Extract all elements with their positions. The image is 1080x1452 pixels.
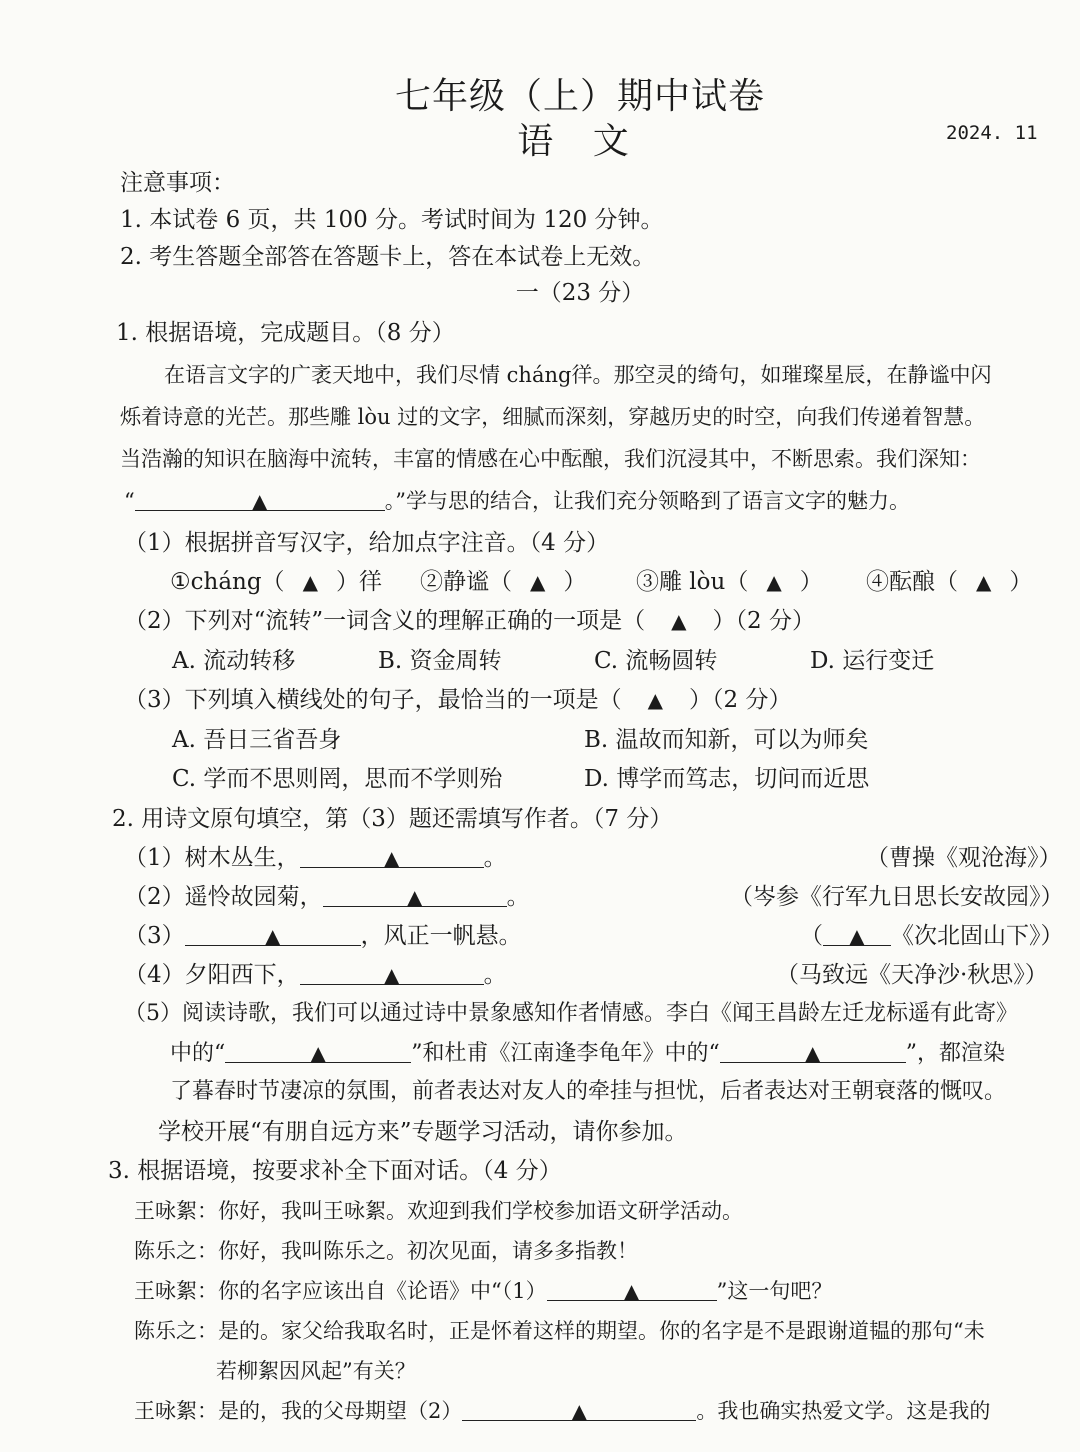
- fill-blank[interactable]: [225, 1038, 411, 1063]
- line-4-text: （4）夕阳西下，: [124, 962, 300, 988]
- dialogue-line-5: 若柳絮因风起”有关？: [216, 1359, 416, 1383]
- item-c-suffix: ）: [799, 569, 823, 595]
- q1-sub3-option-a[interactable]: A. 吾日三省吾身: [172, 727, 342, 753]
- notes-item-2: 2. 考生答题全部答在答题卡上，答在本试卷上无效。: [120, 244, 656, 270]
- line-2-text: （2）遥怜故园菊，: [124, 884, 323, 910]
- q2-line-3-source: [800, 921, 1064, 951]
- q1-sub2-option-d[interactable]: D. 运行变迁: [810, 648, 935, 674]
- line-1-text: （1）树木丛生，: [124, 845, 300, 871]
- q1-sub3-option-d[interactable]: D. 博学而笃志，切问而近思: [584, 766, 870, 792]
- q1-sub1-item-b: [420, 567, 586, 597]
- q1-sub1-item-a: [170, 567, 382, 597]
- q1-sub1-item-c: [636, 567, 823, 597]
- exam-title: 七年级（上）期中试卷: [394, 76, 765, 117]
- sub2-score: ）（2 分）: [712, 608, 815, 634]
- exam-subject: 语 文: [517, 121, 643, 162]
- author-blank[interactable]: [823, 921, 891, 946]
- item-d-suffix: ）: [1009, 569, 1033, 595]
- item-a-suffix: ）徉: [335, 569, 382, 595]
- q1-passage-line-2: 烁着诗意的光芒。那些雕 lòu 过的文字，细腻而深刻，穿越历史的时空，向我们传递着智慧。: [120, 405, 986, 429]
- source-close: 《次北固山下》）: [891, 923, 1064, 949]
- answer-marker-icon: ▲: [406, 885, 423, 909]
- passage-line-4-rest: 。”学与思的结合，让我们充分领略到了语言文字的魅力。: [384, 489, 910, 513]
- dialogue-6-start: 王咏絮：是的，我的父母期望（2）: [134, 1399, 463, 1423]
- q1-sub1-stem: （1）根据拼音写汉字，给加点字注音。（4 分）: [124, 530, 610, 556]
- answer-marker-icon[interactable]: ▲: [302, 570, 318, 594]
- answer-marker-icon[interactable]: ▲: [766, 570, 782, 594]
- dialogue-3-end: ”这一句吧？: [716, 1279, 833, 1303]
- answer-marker-icon: ▲: [805, 1041, 821, 1065]
- dialogue-line-4: 陈乐之：是的。家父给我取名时，正是怀着这样的期望。你的名字是不是跟谢道韫的那句“未: [134, 1319, 985, 1343]
- exam-date: 2024. 11: [946, 122, 1038, 144]
- dialogue-line-2: 陈乐之：你好，我叫陈乐之。初次见面，请多多指教！: [134, 1239, 638, 1263]
- answer-marker-icon: ▲: [849, 924, 865, 948]
- dialogue-6-end: 。我也确实热爱文学。这是我的: [696, 1399, 991, 1423]
- dialogue-line-1: 王咏絮：你好，我叫王咏絮。欢迎到我们学校参加语文研学活动。: [134, 1199, 743, 1223]
- dialogue-blank-2[interactable]: [462, 1396, 696, 1421]
- passage-answer-blank[interactable]: [135, 486, 385, 511]
- line-2-end: 。: [506, 884, 530, 910]
- q1-passage-line-4: [124, 486, 910, 516]
- answer-marker-icon: ▲: [383, 846, 400, 870]
- answer-marker-icon: ▲: [623, 1279, 640, 1303]
- line-5b-mid: ”和杜甫《江南逢李龟年》中的“: [411, 1041, 720, 1066]
- line-5b-end: ”，都渲染: [905, 1041, 1005, 1066]
- item-b-suffix: ）: [563, 569, 587, 595]
- answer-marker-icon[interactable]: ▲: [530, 570, 546, 594]
- q2-line-1-source: （曹操《观沧海》）: [866, 845, 1062, 871]
- q2-stem: 2. 用诗文原句填空，第（3）题还需填写作者。（7 分）: [112, 806, 673, 832]
- line-1-end: 。: [483, 845, 507, 871]
- line-5b-start: 中的“: [170, 1041, 226, 1066]
- q2-line-5: （5）阅读诗歌，我们可以通过诗中景象感知作者情感。李白《闻王昌龄左迁龙标遥有此寄》: [124, 1001, 1019, 1026]
- q1-sub3-option-b[interactable]: B. 温故而知新，可以为师矣: [584, 727, 869, 753]
- q1-sub2-option-a[interactable]: A. 流动转移: [172, 648, 296, 674]
- dialogue-line-3: [134, 1276, 832, 1306]
- item-c-label: ③雕 lòu（: [636, 569, 749, 595]
- q2-line-1: [124, 843, 507, 873]
- line-3-text: ，风正一帆悬。: [360, 923, 522, 949]
- fill-blank[interactable]: [300, 843, 484, 868]
- q1-sub2-option-c[interactable]: C. 流畅圆转: [594, 648, 718, 674]
- activity-intro: 学校开展“有朋自远方来”专题学习活动，请你参加。: [158, 1119, 688, 1145]
- q2-line-2-source: （岑参《行军九日思长安故园》）: [730, 884, 1064, 910]
- q2-line-2: [124, 882, 530, 912]
- q1-sub3-option-c[interactable]: C. 学而不思则罔，思而不学则殆: [172, 766, 503, 792]
- dialogue-3-start: 王咏絮：你的名字应该出自《论语》中“（1）: [134, 1279, 547, 1303]
- answer-marker-icon[interactable]: ▲: [647, 688, 664, 712]
- answer-marker-icon: ▲: [571, 1399, 588, 1423]
- q1-sub1-item-d: [866, 567, 1032, 597]
- item-d-label: ④酝酿（: [866, 569, 958, 595]
- q2-line-4-source: （马致远《天净沙·秋思》）: [776, 962, 1048, 988]
- item-a-label: ①cháng（: [170, 569, 285, 595]
- q2-line-4: [124, 960, 507, 990]
- item-b-label: ②静谧（: [420, 569, 512, 595]
- section-heading: 一（23 分）: [515, 280, 645, 306]
- q1-sub2-stem: [124, 606, 815, 636]
- q2-line-5c: 了暮春时节凄凉的氛围，前者表达对友人的牵挂与担忧，后者表达对王朝衰落的慨叹。: [170, 1079, 1007, 1104]
- q1-sub3-stem: [124, 685, 791, 715]
- line-4-end: 。: [483, 962, 507, 988]
- q2-line-5b: [170, 1038, 1005, 1069]
- answer-marker-icon[interactable]: ▲: [671, 609, 687, 633]
- q1-sub2-option-b[interactable]: B. 资金周转: [378, 648, 502, 674]
- dialogue-blank-1[interactable]: [547, 1276, 717, 1301]
- q1-passage-line-3: 当浩瀚的知识在脑海中流转，丰富的情感在心中酝酿，我们沉浸其中，不断思索。我们深知：: [120, 447, 981, 471]
- fill-blank[interactable]: [720, 1038, 906, 1063]
- answer-marker-icon[interactable]: ▲: [976, 570, 992, 594]
- answer-marker-icon: ▲: [383, 963, 400, 987]
- q3-stem: 3. 根据语境，按要求补全下面对话。（4 分）: [108, 1158, 562, 1184]
- answer-marker-icon: ▲: [310, 1041, 326, 1065]
- notes-item-1: 1. 本试卷 6 页，共 100 分。考试时间为 120 分钟。: [120, 207, 664, 233]
- line-3-num: （3）: [124, 923, 185, 949]
- answer-marker-icon: ▲: [264, 924, 281, 948]
- source-open: （: [800, 923, 823, 949]
- notes-heading: 注意事项：: [120, 170, 235, 196]
- open-quote: “: [124, 489, 135, 513]
- fill-blank[interactable]: [300, 960, 484, 985]
- sub3-text: （3）下列填入横线处的句子，最恰当的一项是（: [124, 687, 622, 713]
- dialogue-line-6: [134, 1396, 990, 1426]
- answer-marker-icon: ▲: [252, 489, 268, 513]
- fill-blank[interactable]: [323, 882, 507, 907]
- sub2-text: （2）下列对“流转”一词含义的理解正确的一项是（: [124, 608, 646, 634]
- q1-stem: 1. 根据语境，完成题目。（8 分）: [116, 320, 455, 346]
- q2-line-3: [124, 921, 522, 951]
- fill-blank[interactable]: [185, 921, 361, 946]
- q1-passage-line-1: 在语言文字的广袤天地中，我们尽情 cháng徉。那空灵的绮句，如璀璨星辰，在静谧中闪: [164, 363, 992, 387]
- sub3-score: ）（2 分）: [689, 687, 792, 713]
